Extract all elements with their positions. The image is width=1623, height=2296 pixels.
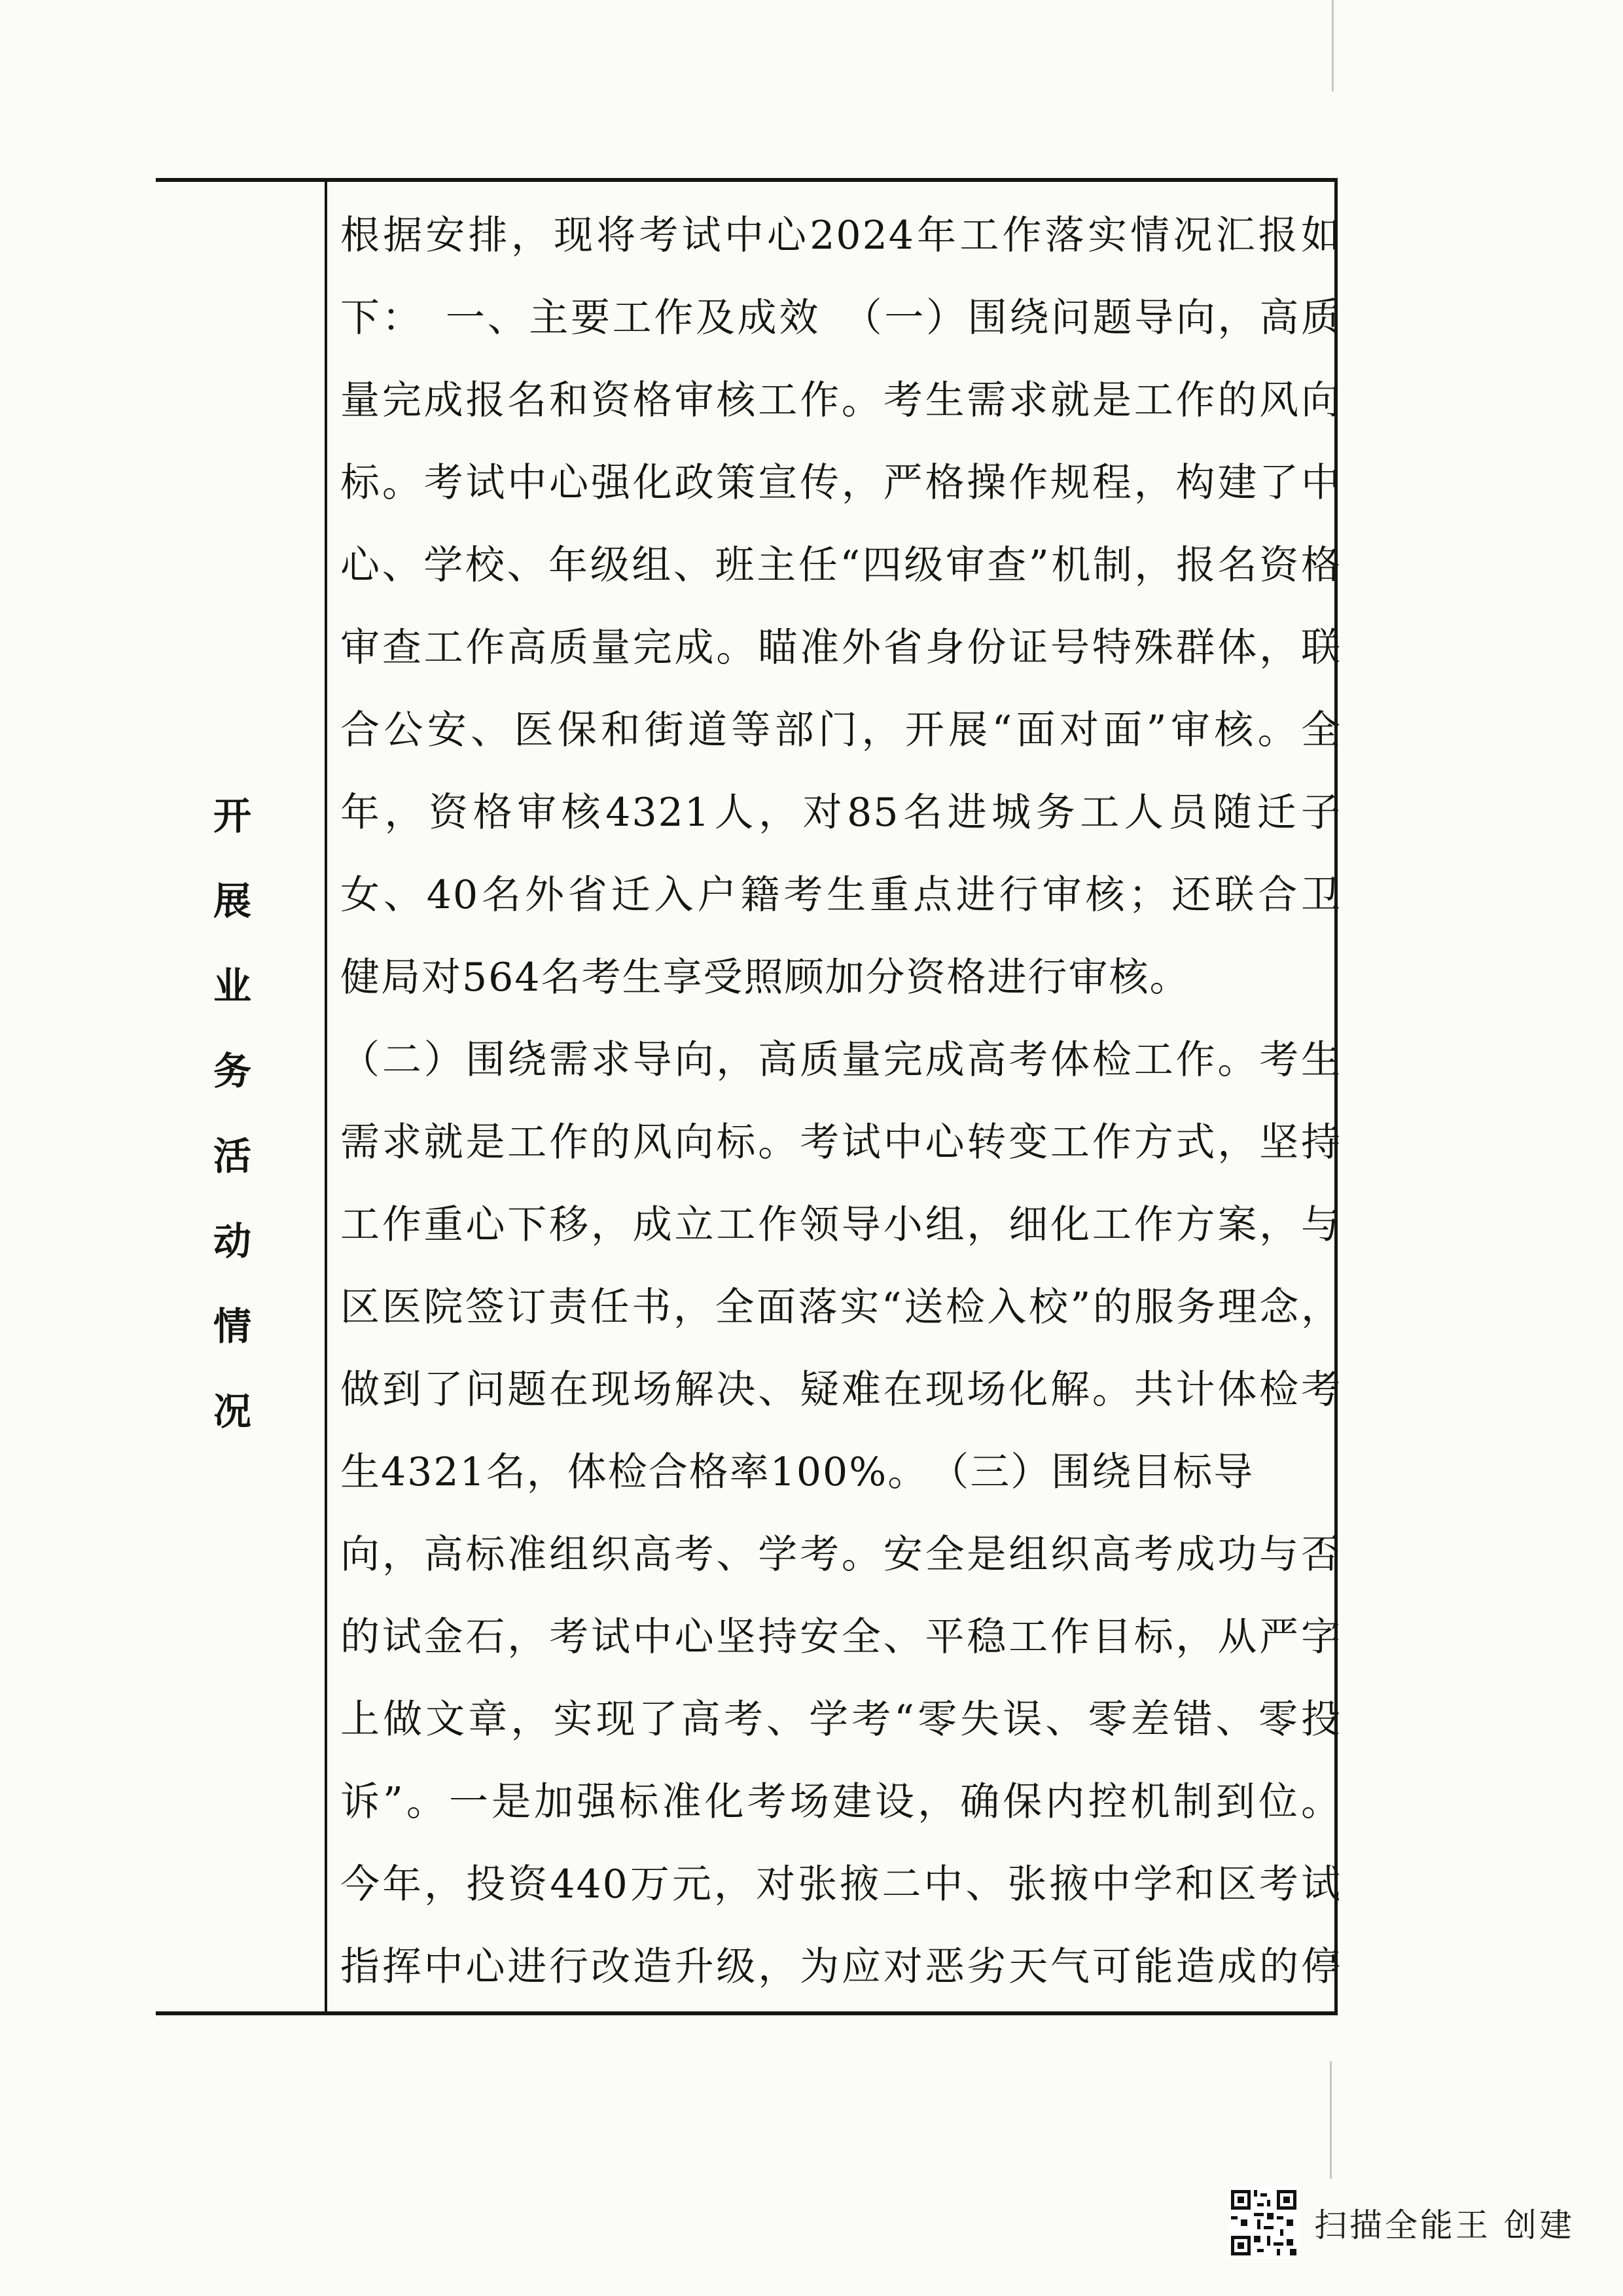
report-text-line: 女、40名外省迁入户籍考生重点进行审核；还联合卫 [340, 872, 1342, 918]
row-label-char: 展 [213, 879, 251, 923]
report-text-line: 指挥中心进行改造升级，为应对恶劣天气可能造成的停 [340, 1944, 1342, 1990]
row-label-char: 业 [213, 964, 251, 1008]
report-text-line: 量完成报名和资格审核工作。考生需求就是工作的风向 [340, 378, 1342, 423]
watermark-text: 扫描全能王 创建 [1314, 2206, 1575, 2244]
row-label-char: 活 [213, 1134, 251, 1178]
row-label-char: 况 [213, 1389, 251, 1434]
report-text-line: 合公安、医保和街道等部门，开展“面对面”审核。全 [340, 707, 1342, 753]
scan-edge-mark-bottom [1330, 2061, 1332, 2179]
row-label-char: 情 [213, 1304, 251, 1349]
report-text-line: 诉”。一是加强标准化考场建设，确保内控机制到位。 [340, 1779, 1342, 1825]
scan-edge-mark-top [1332, 0, 1334, 92]
report-text-line: 年，资格审核4321人，对85名进城务工人员随迁子 [340, 790, 1342, 836]
report-text-line: 上做文章，实现了高考、学考“零失误、零差错、零投 [340, 1697, 1342, 1742]
form-table [156, 178, 1342, 2015]
row-label-char: 开 [213, 794, 251, 838]
scanner-watermark [1228, 2187, 1575, 2259]
report-text-line: （二）围绕需求导向，高质量完成高考体检工作。考生 [340, 1037, 1342, 1083]
report-text-line: 心、学校、年级组、班主任“四级审查”机制，报名资格 [340, 542, 1342, 588]
report-text-line: 的试金石，考试中心坚持安全、平稳工作目标，从严字 [340, 1614, 1342, 1660]
report-text-line: 工作重心下移，成立工作领导小组，细化工作方案，与 [340, 1202, 1342, 1248]
report-text-line: 区医院签订责任书，全面落实“送检入校”的服务理念， [340, 1284, 1342, 1330]
report-text-line: 健局对564名考生享受照顾加分资格进行审核。 [340, 955, 1190, 1000]
report-text-line: 标。考试中心强化政策宣传，严格操作规程，构建了中 [340, 460, 1342, 506]
report-text-line: 今年，投资440万元，对张掖二中、张掖中学和区考试 [340, 1862, 1342, 1907]
report-text-line: 需求就是工作的风向标。考试中心转变工作方式，坚持 [340, 1120, 1342, 1165]
qr-code-icon [1228, 2187, 1300, 2259]
report-text-line: 审查工作高质量完成。瞄准外省身份证号特殊群体，联 [340, 625, 1342, 671]
content-cell-report-text [327, 182, 1342, 2011]
report-text-line: 向，高标准组织高考、学考。安全是组织高考成功与否 [340, 1532, 1342, 1578]
report-text-line: 做到了问题在现场解决、疑难在现场化解。共计体检考 [340, 1367, 1342, 1413]
report-text-line: 根据安排，现将考试中心2024年工作落实情况汇报如 [340, 213, 1342, 258]
row-label-char: 务 [213, 1049, 251, 1093]
report-text-line: 生4321名，体检合格率100%。 （三）围绕目标导 [340, 1449, 1255, 1495]
row-label-char: 动 [213, 1219, 251, 1263]
row-label-business-activities [156, 182, 325, 2011]
report-text-line: 下： 一、主要工作及成效 （一）围绕问题导向，高质 [340, 295, 1342, 341]
